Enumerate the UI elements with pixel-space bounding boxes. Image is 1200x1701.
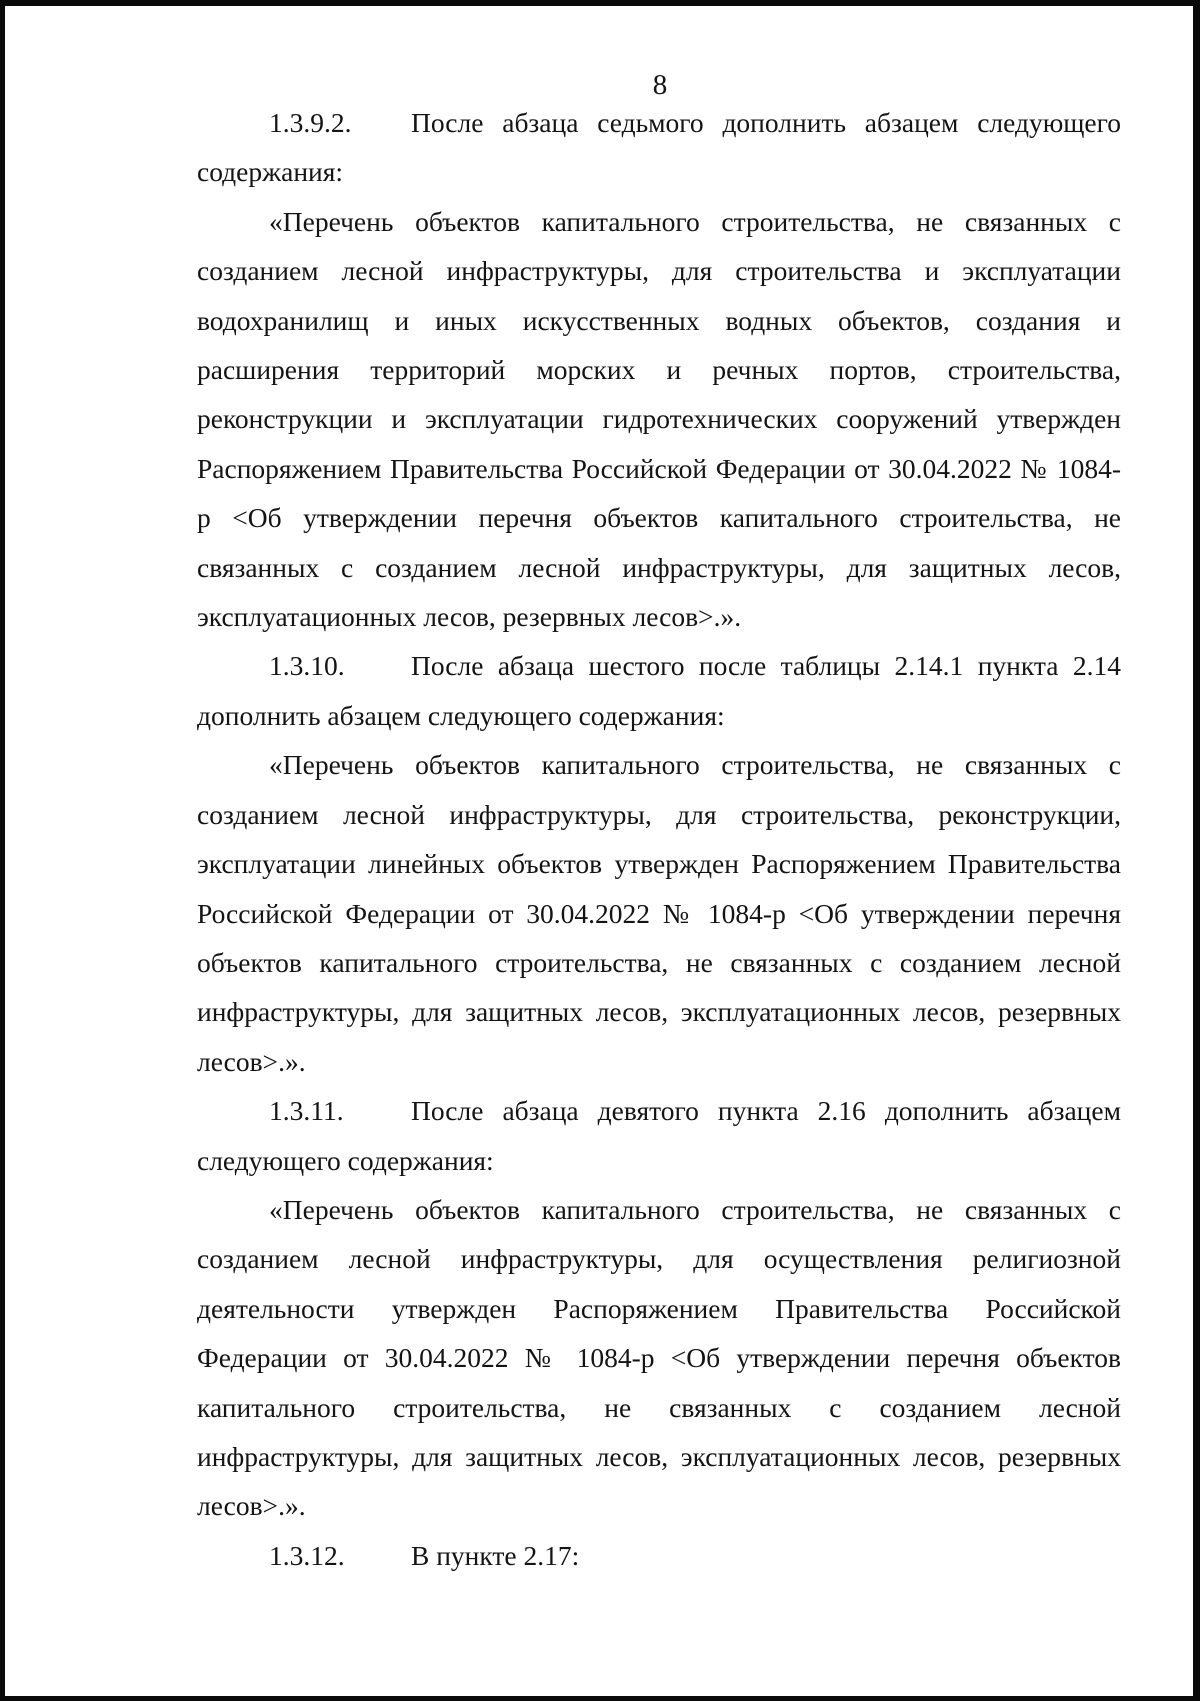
subitem-1-3-9-2	[197, 98, 1121, 147]
quoted-paragraph: «Перечень объектов капитального строительства, не связанных с созданием лесной инфраструктуры, для осуществления религиозной деятельности утвержден Распоряжением Правительства Российской Федерации от 30.04.2022 № 1084-р <Об утверждении перечня объектов капитального строительства, не связанных с созданием лесной инфраструктуры, для защитных лесов, эксплуатационных лесов, резервных лесов>.».	[197, 1193, 1121, 1522]
item-lead-text: После абзаца девятого пункта 2.16 дополнить абзацем	[411, 1095, 1121, 1127]
item-number: 1.3.11.	[269, 1095, 344, 1127]
item-number: 1.3.10.	[269, 650, 345, 682]
item-continuation: следующего содержания:	[197, 1144, 494, 1176]
item-continuation: содержания:	[197, 156, 344, 188]
subitem-1-3-10	[197, 641, 1121, 690]
document-body	[197, 98, 1121, 1580]
item-lead-text: После абзаца шестого после таблицы 2.14.1 пункта 2.14	[411, 650, 1121, 682]
quoted-paragraph: «Перечень объектов капитального строительства, не связанных с созданием лесной инфраструктуры, для строительства и эксплуатации водохранилищ и иных искусственных водных объектов, создания и расширения территорий морских и речных портов, строительства, реконструкции и эксплуатации гидротехнических сооружений утвержден Распоряжением Правительства Российской Федерации от 30.04.2022 № 1084-р <Об утверждении перечня объектов капитального строительства, не связанных с созданием лесной инфраструктуры, для защитных лесов, эксплуатационных лесов, резервных лесов>.».	[197, 205, 1121, 633]
quoted-paragraph: «Перечень объектов капитального строительства, не связанных с созданием лесной инфраструктуры, для строительства, реконструкции, эксплуатации линейных объектов утвержден Распоряжением Правительства Российской Федерации от 30.04.2022 № 1084-р <Об утверждении перечня объектов капитального строительства, не связанных с созданием лесной инфраструктуры, для защитных лесов, эксплуатационных лесов, резервных лесов>.».	[197, 749, 1121, 1077]
item-lead-text: После абзаца седьмого дополнить абзацем следующего	[411, 107, 1121, 138]
page-number: 8	[652, 69, 668, 101]
item-number: 1.3.12.	[269, 1539, 345, 1571]
subitem-1-3-11	[197, 1086, 1121, 1135]
subitem-1-3-12	[197, 1531, 1121, 1580]
item-number: 1.3.9.2.	[269, 107, 352, 138]
item-lead-text: В пункте 2.17:	[411, 1539, 580, 1571]
item-continuation: дополнить абзацем следующего содержания:	[197, 699, 725, 731]
